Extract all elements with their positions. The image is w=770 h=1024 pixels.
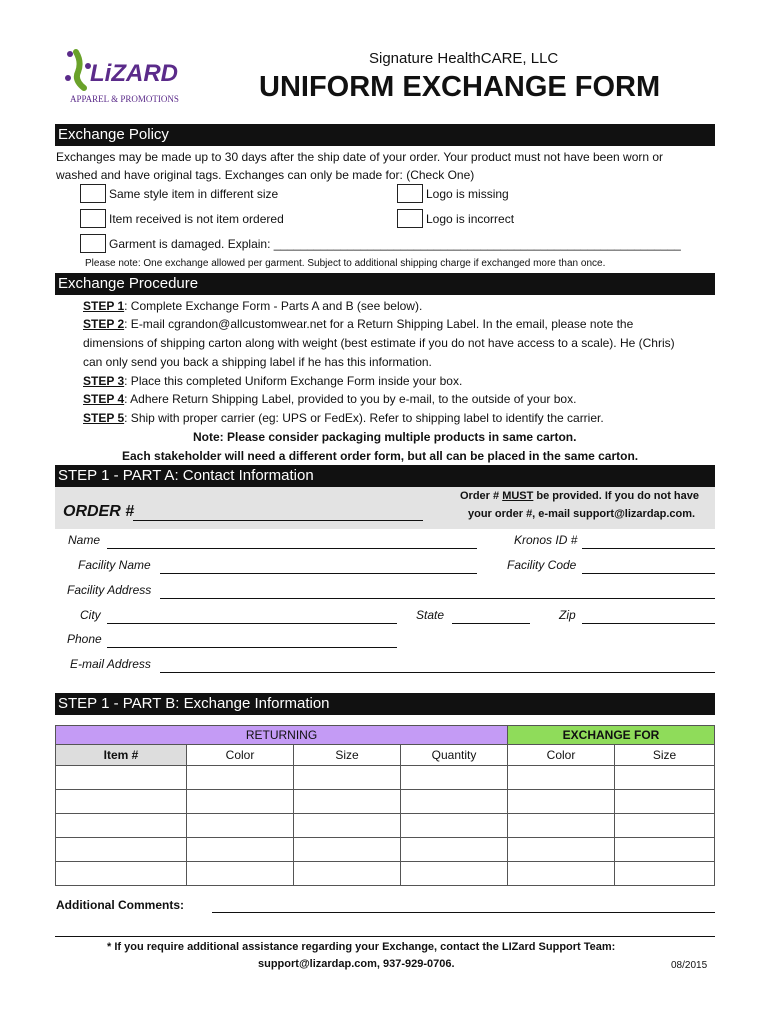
additional-comments-field[interactable] — [212, 912, 715, 913]
cell[interactable] — [56, 862, 187, 886]
logo — [62, 48, 212, 110]
policy-text-2: washed and have original tags. Exchanges can only be made for: (Check One) — [56, 168, 475, 182]
table-row — [56, 838, 715, 862]
city-field[interactable] — [107, 623, 397, 624]
returning-header: RETURNING — [56, 726, 508, 745]
facility-name-field[interactable] — [160, 573, 477, 574]
cell[interactable] — [401, 790, 508, 814]
checkbox-logo-missing[interactable] — [397, 184, 423, 203]
option-garment-damaged: Garment is damaged. Explain: _____________________________________________________________ — [109, 237, 681, 251]
step-3 — [83, 374, 462, 388]
procedure-note-1: Note: Please consider packaging multiple products in same carton. — [193, 430, 577, 444]
cell[interactable] — [187, 838, 294, 862]
step-2-text-3: can only send you back a shipping label if he has this information. — [83, 355, 432, 369]
additional-comments-label: Additional Comments: — [56, 898, 184, 912]
cell[interactable] — [615, 766, 715, 790]
exchange-table — [55, 725, 715, 886]
order-note-2: your order #, e-mail support@lizardap.com. — [468, 508, 696, 520]
cell[interactable] — [508, 814, 615, 838]
company-name: Signature HealthCARE, LLC — [369, 50, 559, 67]
order-label: ORDER # — [63, 503, 135, 520]
step-2 — [83, 317, 633, 331]
footer-date: 08/2015 — [671, 960, 708, 971]
facility-address-label: Facility Address — [67, 583, 152, 597]
name-label: Name — [68, 533, 101, 547]
cell[interactable] — [615, 838, 715, 862]
cell[interactable] — [56, 790, 187, 814]
kronos-label: Kronos ID # — [514, 533, 578, 547]
cell[interactable] — [401, 766, 508, 790]
order-note-must: MUST — [502, 490, 534, 502]
step-1-text: : Complete Exchange Form - Parts A and B (see below). — [124, 299, 423, 313]
facility-code-label: Facility Code — [507, 558, 577, 572]
step-1 — [83, 299, 422, 313]
phone-field[interactable] — [107, 647, 397, 648]
state-label: State — [416, 608, 445, 622]
step-2-text: : E-mail cgrandon@allcustomwear.net for a Return Shipping Label. In the email, please note the — [124, 317, 634, 331]
table-column-header — [56, 745, 715, 766]
col-item: Item # — [56, 745, 187, 766]
part-a-heading: STEP 1 - PART A: Contact Information — [55, 465, 715, 487]
cell[interactable] — [187, 790, 294, 814]
page-title: UNIFORM EXCHANGE FORM — [259, 71, 661, 103]
col-exchange-color: Color — [508, 745, 615, 766]
email-field[interactable] — [160, 672, 715, 673]
name-field[interactable] — [107, 548, 477, 549]
cell[interactable] — [294, 790, 401, 814]
checkbox-different-size[interactable] — [80, 184, 106, 203]
cell[interactable] — [187, 814, 294, 838]
col-exchange-size: Size — [615, 745, 715, 766]
state-field[interactable] — [452, 623, 530, 624]
cell[interactable] — [294, 862, 401, 886]
cell[interactable] — [187, 862, 294, 886]
cell[interactable] — [508, 790, 615, 814]
cell[interactable] — [508, 838, 615, 862]
exchange-for-header: EXCHANGE FOR — [508, 726, 715, 745]
step-4 — [83, 392, 576, 406]
footer-contact: support@lizardap.com, 937-929-0706. — [258, 958, 455, 970]
cell[interactable] — [615, 814, 715, 838]
cell[interactable] — [187, 766, 294, 790]
email-label: E-mail Address — [70, 657, 151, 671]
step-5-label: STEP 5 — [83, 411, 125, 425]
table-group-header — [56, 726, 715, 745]
logo-text: LiZARD — [90, 60, 178, 87]
step-5-text: : Ship with proper carrier (eg: UPS or FedEx). Refer to shipping label to identify the carrier. — [124, 411, 604, 425]
option-wrong-item: Item received is not item ordered — [109, 212, 284, 226]
checkbox-logo-incorrect[interactable] — [397, 209, 423, 228]
order-note — [460, 490, 699, 502]
procedure-heading: Exchange Procedure — [55, 273, 715, 295]
cell[interactable] — [615, 862, 715, 886]
policy-note: Please note: One exchange allowed per garment. Subject to additional shipping charge if exchanged more than once. — [85, 258, 606, 269]
table-row — [56, 790, 715, 814]
cell[interactable] — [508, 766, 615, 790]
checkbox-garment-damaged[interactable] — [80, 234, 106, 253]
option-logo-incorrect: Logo is incorrect — [426, 212, 515, 226]
cell[interactable] — [56, 814, 187, 838]
logo-subtext: APPAREL & PROMOTIONS — [70, 94, 179, 104]
step-4-text: : Adhere Return Shipping Label, provided to you by e-mail, to the outside of your box. — [124, 392, 577, 406]
option-different-size: Same style item in different size — [109, 187, 279, 201]
step-4-label: STEP 4 — [83, 392, 125, 406]
checkbox-wrong-item[interactable] — [80, 209, 106, 228]
cell[interactable] — [401, 862, 508, 886]
col-quantity: Quantity — [401, 745, 508, 766]
policy-text-1: Exchanges may be made up to 30 days after the ship date of your order. Your product must not have been worn or — [56, 150, 664, 164]
order-number-field[interactable] — [133, 520, 423, 521]
facility-code-field[interactable] — [582, 573, 715, 574]
cell[interactable] — [56, 766, 187, 790]
cell[interactable] — [401, 838, 508, 862]
order-note-post: be provided. If you do not have — [533, 490, 699, 502]
phone-label: Phone — [67, 632, 102, 646]
col-color: Color — [187, 745, 294, 766]
table-row — [56, 814, 715, 838]
order-note-pre: Order # — [460, 490, 503, 502]
cell[interactable] — [615, 790, 715, 814]
procedure-note-2: Each stakeholder will need a different order form, but all can be placed in the same carton. — [122, 449, 639, 463]
kronos-field[interactable] — [582, 548, 715, 549]
facility-address-field[interactable] — [160, 598, 715, 599]
option-logo-missing: Logo is missing — [426, 187, 509, 201]
cell[interactable] — [294, 814, 401, 838]
zip-label: Zip — [559, 608, 576, 622]
cell[interactable] — [294, 838, 401, 862]
step-5 — [83, 411, 604, 425]
col-size: Size — [294, 745, 401, 766]
footer-help: * If you require additional assistance regarding your Exchange, contact the LIZard Support Team: — [107, 941, 616, 953]
cell[interactable] — [294, 766, 401, 790]
zip-field[interactable] — [582, 623, 715, 624]
cell[interactable] — [56, 838, 187, 862]
step-2-label: STEP 2 — [83, 317, 125, 331]
city-label: City — [80, 608, 101, 622]
additional-comments-line-2[interactable] — [55, 936, 715, 937]
policy-heading: Exchange Policy — [55, 124, 715, 146]
facility-name-label: Facility Name — [78, 558, 151, 572]
cell[interactable] — [508, 862, 615, 886]
step-1-label: STEP 1 — [83, 299, 125, 313]
step-3-text: : Place this completed Uniform Exchange Form inside your box. — [124, 374, 463, 388]
cell[interactable] — [401, 814, 508, 838]
step-2-text-2: dimensions of shipping carton along with weight (best estimate if you do not have access to a scale). He (Chris) — [83, 336, 675, 350]
table-row — [56, 862, 715, 886]
step-3-label: STEP 3 — [83, 374, 125, 388]
part-b-heading: STEP 1 - PART B: Exchange Information — [55, 693, 715, 715]
table-row — [56, 766, 715, 790]
